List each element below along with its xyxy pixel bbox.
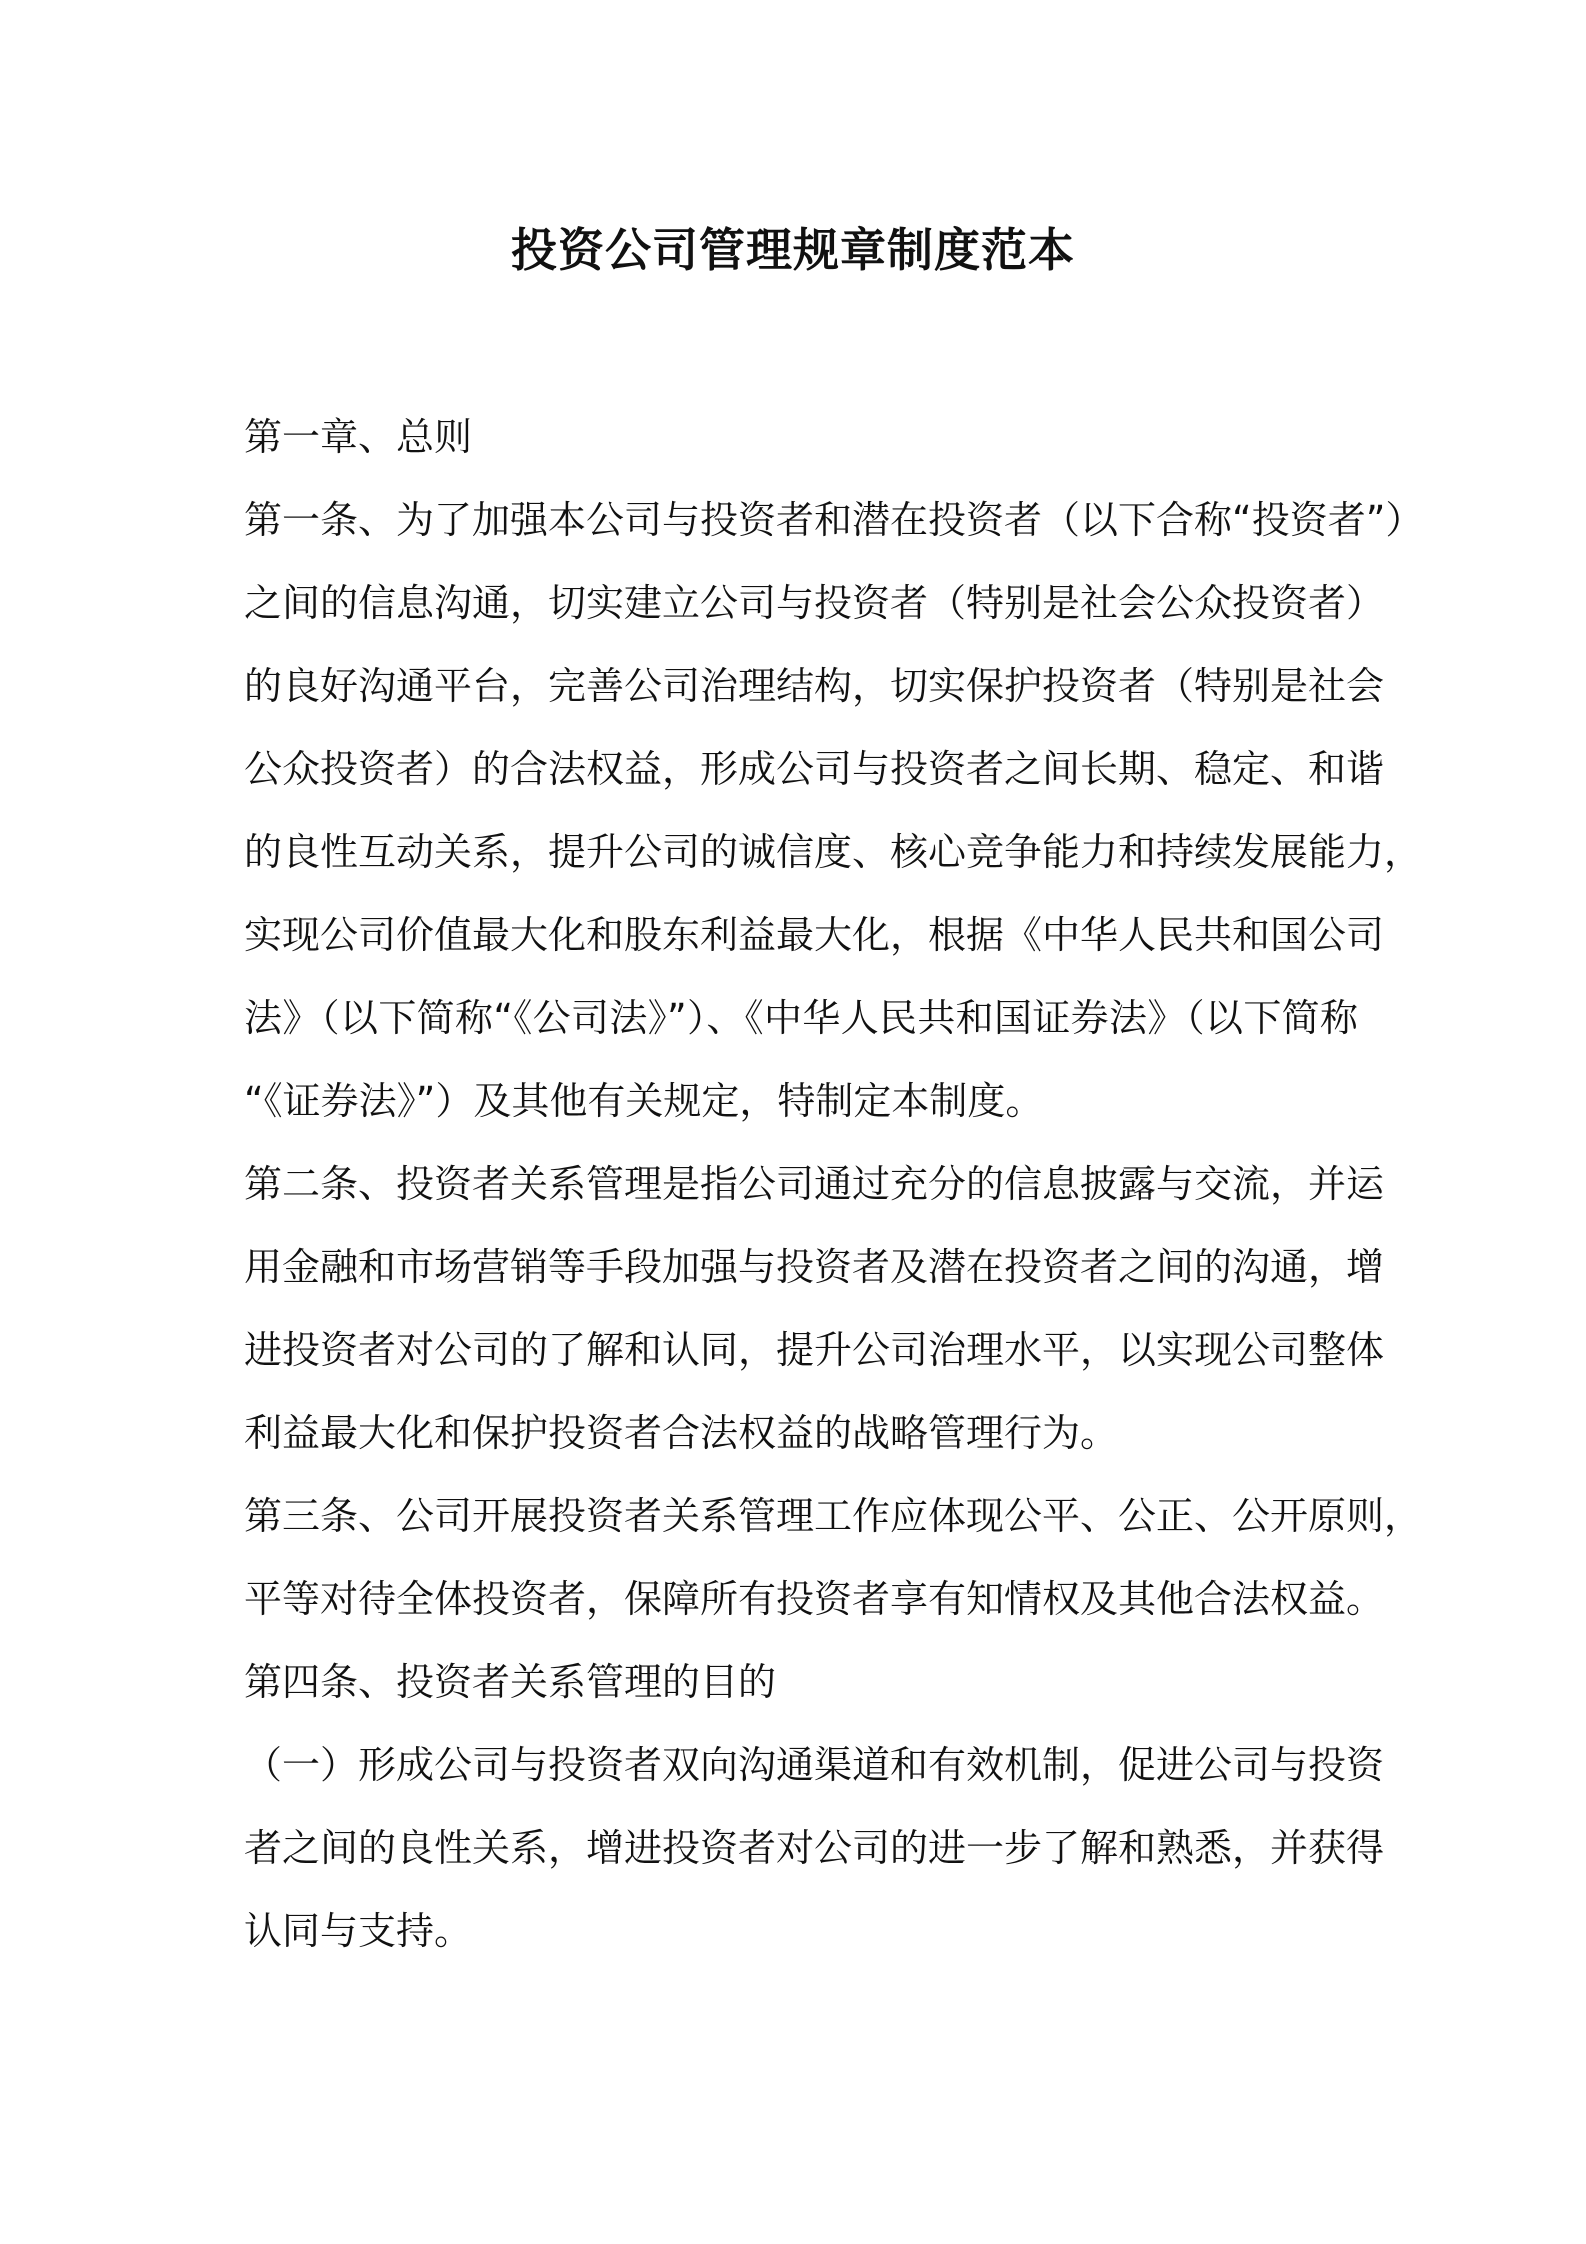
text-line: 进投资者对公司的了解和认同，提升公司治理水平，以实现公司整体 bbox=[244, 1328, 1385, 1372]
text-line: 认同与支持。 bbox=[244, 1909, 473, 1953]
text-line: 第一条、为了加强本公司与投资者和潜在投资者（以下合称“投资者”） bbox=[244, 498, 1424, 542]
text-line: 利益最大化和保护投资者合法权益的战略管理行为。 bbox=[244, 1411, 1119, 1455]
text-line: 第四条、投资者关系管理的目的 bbox=[244, 1660, 777, 1704]
text-line: 第一章、总则 bbox=[244, 415, 473, 459]
text-line: 的良好沟通平台，完善公司治理结构，切实保护投资者（特别是社会 bbox=[244, 664, 1385, 708]
text-line: 第三条、公司开展投资者关系管理工作应体现公平、公正、公开原则， bbox=[244, 1494, 1423, 1538]
text-line: “《证券法》”）及其他有关规定，特制定本制度。 bbox=[244, 1079, 1044, 1123]
text-line: 法》（以下简称“《公司法》”）、《中华人民共和国证券法》（以下简称 bbox=[244, 996, 1358, 1040]
document-title: 投资公司管理规章制度范本 bbox=[511, 223, 1075, 277]
document-body bbox=[244, 396, 1424, 1973]
text-line: 第二条、投资者关系管理是指公司通过充分的信息披露与交流，并运 bbox=[244, 1162, 1385, 1206]
text-line: 实现公司价值最大化和股东利益最大化，根据《中华人民共和国公司 bbox=[244, 913, 1385, 957]
text-line: 的良性互动关系，提升公司的诚信度、核心竞争能力和持续发展能力， bbox=[244, 830, 1423, 874]
text-line: 公众投资者）的合法权益，形成公司与投资者之间长期、稳定、和谐 bbox=[244, 747, 1385, 791]
text-line: 用金融和市场营销等手段加强与投资者及潜在投资者之间的沟通，增 bbox=[244, 1245, 1385, 1289]
text-line: 之间的信息沟通，切实建立公司与投资者（特别是社会公众投资者） bbox=[244, 581, 1385, 625]
text-line: （一）形成公司与投资者双向沟通渠道和有效机制，促进公司与投资 bbox=[244, 1743, 1385, 1787]
text-line: 者之间的良性关系，增进投资者对公司的进一步了解和熟悉，并获得 bbox=[244, 1826, 1385, 1870]
text-line: 平等对待全体投资者，保障所有投资者享有知情权及其他合法权益。 bbox=[244, 1577, 1385, 1621]
